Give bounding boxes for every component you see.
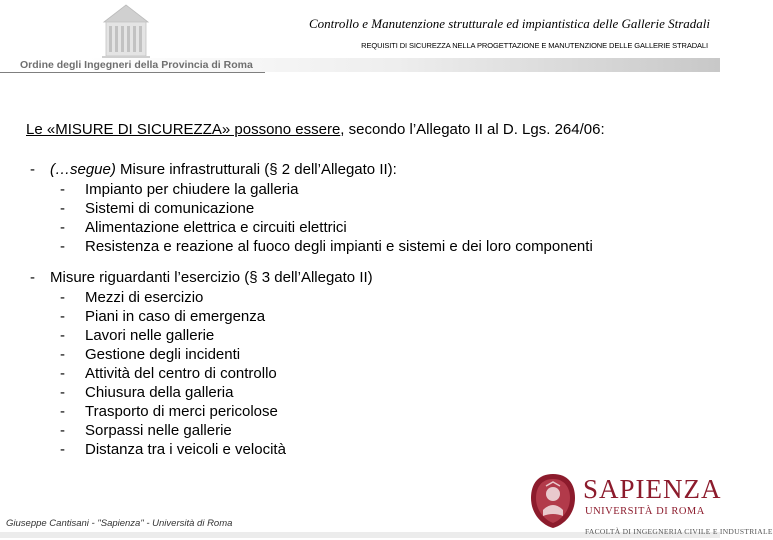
- section-esercizio: [30, 268, 373, 459]
- section-heading: [30, 268, 373, 288]
- list-item: - Mezzi di esercizio: [60, 289, 204, 306]
- intro-rest: , secondo l’Allegato II al D. Lgs. 264/06:: [340, 121, 605, 138]
- list-item: - Sistemi di comunicazione: [60, 200, 255, 217]
- brand-name: SAPIENZA: [583, 474, 722, 504]
- list-item: - Lavori nelle gallerie: [60, 327, 215, 344]
- list-item: - Gestione degli incidenti: [60, 346, 241, 363]
- list-item: - Chiusura della galleria: [60, 384, 234, 401]
- section-prefix: (…segue): [50, 161, 121, 178]
- organization-name: Ordine degli Ingegneri della Provincia di Roma: [20, 59, 253, 71]
- bullet-dash: -: [30, 161, 35, 178]
- section-title: Misure riguardanti l’esercizio: [50, 269, 241, 286]
- divider: [0, 72, 265, 73]
- list-item: - Attività del centro di controllo: [60, 365, 277, 382]
- list-item: - Trasporto di merci pericolose: [60, 403, 278, 420]
- sapienza-logo: [528, 470, 773, 538]
- list-item: - Resistenza e reazione al fuoco degli impianti e sistemi e dei loro componenti: [60, 238, 593, 255]
- section-heading: [30, 160, 593, 180]
- brand-faculty: FACOLTÀ DI INGEGNERIA CIVILE E INDUSTRIALE: [585, 527, 773, 536]
- brand-university: UNIVERSITÀ DI ROMA: [585, 506, 705, 517]
- section-title: Misure infrastrutturali: [120, 161, 261, 178]
- bullet-dash: -: [30, 269, 35, 286]
- section-infrastrutturali: [30, 160, 593, 256]
- list-item: - Impianto per chiudere la galleria: [60, 181, 299, 198]
- intro-underlined: Le «MISURE DI SICUREZZA» possono essere: [26, 121, 341, 138]
- sapienza-seal-icon: [528, 472, 578, 530]
- list-item: - Distanza tra i veicoli e velocità: [60, 441, 286, 458]
- list-item: - Alimentazione elettrica e circuiti elettrici: [60, 219, 347, 236]
- list-item: - Sorpassi nelle gallerie: [60, 422, 232, 439]
- section-suffix: (§ 2 dell’Allegato II):: [260, 161, 397, 178]
- header-subtitle: REQUISITI DI SICUREZZA NELLA PROGETTAZIONE E MANUTENZIONE DELLE GALLERIE STRADALI: [361, 41, 708, 50]
- list-item: - Piani in caso di emergenza: [60, 308, 266, 325]
- building-logo-icon: [100, 2, 152, 60]
- header-title: Controllo e Manutenzione strutturale ed impiantistica delle Gallerie Stradali: [308, 16, 710, 31]
- intro-sentence: [26, 121, 605, 138]
- section-suffix: (§ 3 dell’Allegato II): [240, 269, 373, 286]
- footer-author: Giuseppe Cantisani - "Sapienza" - Università di Roma: [6, 518, 233, 529]
